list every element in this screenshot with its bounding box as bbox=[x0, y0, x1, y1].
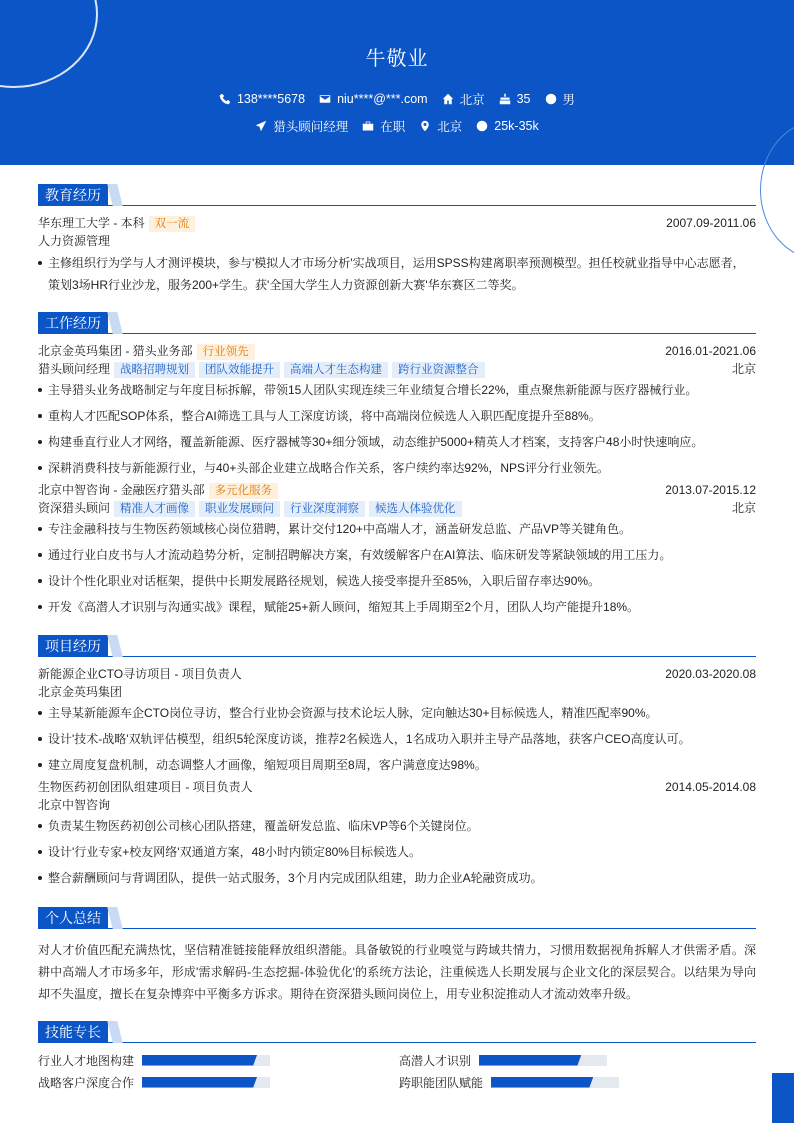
city-item bbox=[442, 90, 485, 108]
skill-bar-fill bbox=[479, 1055, 581, 1066]
work-section bbox=[38, 312, 756, 622]
section-title-tail bbox=[107, 635, 122, 657]
list-item: 主导某新能源车企CTO岗位寻访，整合行业协会资源与技术论坛人脉，定向触达30+目标候选人，精准匹配率90%。 bbox=[38, 702, 756, 724]
education-bullets bbox=[38, 252, 756, 296]
summary-section bbox=[38, 907, 756, 1005]
money-icon bbox=[476, 120, 488, 132]
company-tag: 多元化服务 bbox=[209, 483, 279, 499]
list-item: 建立周度复盘机制，动态调整人才画像，缩短项目周期至8周，客户满意度达98%。 bbox=[38, 754, 756, 776]
project-name-row bbox=[38, 778, 756, 796]
skill-bar-fill bbox=[491, 1077, 593, 1088]
section-title-tail bbox=[107, 184, 122, 206]
list-item: 主修组织行为学与人才测评模块，参与'模拟人才市场分析'实战项目，运用SPSS构建离职率预测模型。担任校就业指导中心志愿者，策划3场HR行业沙龙，服务200+学生。获'全国大学生人力资源创新大赛'华东赛区二等奖。 bbox=[38, 252, 756, 296]
project-entry bbox=[38, 665, 756, 776]
list-item: 设计'技术-战略'双轨评估模型，组织5轮深度访谈，推荐2名候选人，1名成功入职并主导产品落地，获客户CEO高度认可。 bbox=[38, 728, 756, 750]
project-bullets bbox=[38, 702, 756, 776]
section-title-tail bbox=[107, 1021, 122, 1043]
education-row bbox=[38, 214, 756, 232]
job-company: 北京中智咨询 - 金融医疗猎头部 bbox=[38, 483, 205, 497]
list-item: 专注金融科技与生物医药领域核心岗位猎聘，累计交付120+中高端人才，涵盖研发总监、产品VP等关键角色。 bbox=[38, 518, 756, 540]
phone-item bbox=[219, 90, 305, 108]
list-item: 主导猎头业务战略制定与年度目标拆解，带领15人团队实现连续三年业绩复合增长22%，重点聚焦新能源与医疗器械行业。 bbox=[38, 379, 756, 401]
target-job-value: 猎头顾问经理 bbox=[273, 120, 349, 134]
skill-item bbox=[38, 1053, 270, 1067]
location-pin-icon bbox=[419, 120, 431, 132]
list-item: 构建垂直行业人才网络，覆盖新能源、医疗器械等30+细分领域，动态维护5000+精英人才档案，支持客户48小时快速响应。 bbox=[38, 431, 756, 453]
section-header bbox=[38, 907, 756, 929]
section-title: 个人总结 bbox=[38, 907, 108, 929]
list-item: 深耕消费科技与新能源行业，与40+头部企业建立战略合作关系，客户续约率达92%，NPS评分行业领先。 bbox=[38, 457, 756, 479]
home-icon bbox=[442, 93, 454, 105]
skill-tag: 精准人才画像 bbox=[114, 501, 195, 517]
section-title: 工作经历 bbox=[38, 312, 108, 334]
status-item bbox=[362, 117, 405, 135]
job-bullets bbox=[38, 518, 756, 618]
job-location: 北京 bbox=[731, 362, 756, 376]
job-company-row bbox=[38, 342, 756, 360]
job-location: 北京 bbox=[731, 501, 756, 515]
skill-bar-fill bbox=[142, 1055, 257, 1066]
skill-tag: 候选人体验优化 bbox=[369, 501, 462, 517]
job-intent-row bbox=[0, 117, 794, 135]
job-entry bbox=[38, 481, 756, 618]
skill-tag: 职业发展顾问 bbox=[199, 501, 280, 517]
job-role-row bbox=[38, 360, 756, 378]
school-tag: 双一流 bbox=[149, 216, 196, 232]
job-date: 2016.01-2021.06 bbox=[665, 344, 756, 358]
projects-section bbox=[38, 635, 756, 893]
send-icon bbox=[255, 120, 267, 132]
list-item: 设计'行业专家+校友网络'双通道方案，48小时内锁定80%目标候选人。 bbox=[38, 841, 756, 863]
age-item bbox=[499, 90, 531, 108]
resume-header bbox=[0, 0, 794, 165]
skill-bar bbox=[479, 1055, 607, 1066]
project-name-row bbox=[38, 665, 756, 683]
email-value: niu****@***.com bbox=[337, 92, 428, 106]
project-org: 北京金英玛集团 bbox=[38, 685, 123, 699]
section-title: 项目经历 bbox=[38, 635, 108, 657]
salary-value: 25k-35k bbox=[494, 119, 539, 133]
skill-tag: 高端人才生态构建 bbox=[284, 362, 388, 378]
school-name: 华东理工大学 - 本科 bbox=[38, 216, 145, 230]
job-company: 北京金英玛集团 - 猎头业务部 bbox=[38, 344, 193, 358]
section-header bbox=[38, 1021, 756, 1043]
list-item: 设计个性化职业对话框架，提供中长期发展路径规划，候选人接受率提升至85%，入职后留存率达90%。 bbox=[38, 570, 756, 592]
list-item: 通过行业白皮书与人才流动趋势分析，定制招聘解决方案，有效缓解客户在AI算法、临床研发等紧缺领域的用工压力。 bbox=[38, 544, 756, 566]
education-section bbox=[38, 184, 756, 300]
skill-bar bbox=[142, 1055, 270, 1066]
skill-name: 战略客户深度合作 bbox=[38, 1075, 135, 1090]
job-role: 猎头顾问经理 bbox=[38, 362, 111, 376]
cake-icon bbox=[499, 93, 511, 105]
target-job-item bbox=[255, 117, 348, 135]
gender-icon bbox=[545, 93, 557, 105]
project-name: 生物医药初创团队组建项目 - 项目负责人 bbox=[38, 780, 253, 794]
salary-item bbox=[476, 117, 538, 135]
skill-name: 跨职能团队赋能 bbox=[399, 1075, 484, 1090]
education-date: 2007.09-2011.06 bbox=[666, 216, 756, 230]
gender-value: 男 bbox=[562, 93, 576, 107]
skill-item bbox=[399, 1053, 607, 1067]
skill-item bbox=[399, 1075, 619, 1089]
job-bullets bbox=[38, 379, 756, 479]
list-item: 重构人才匹配SOP体系，整合AI筛选工具与人工深度访谈，将中高端岗位候选人入职匹配度提升至88%。 bbox=[38, 405, 756, 427]
job-company-row bbox=[38, 481, 756, 499]
contact-row bbox=[0, 90, 794, 108]
job-role: 资深猎头顾问 bbox=[38, 501, 111, 515]
project-date: 2014.05-2014.08 bbox=[665, 780, 756, 794]
skill-name: 行业人才地图构建 bbox=[38, 1053, 135, 1068]
skill-bar bbox=[491, 1077, 619, 1088]
summary-text: 对人才价值匹配充满热忱，坚信精准链接能释放组织潜能。具备敏锐的行业嗅觉与跨域共情力，习惯用数据视角拆解人才供需矛盾。深耕中高端人才市场多年，形成'需求解码-生态挖掘-体验优化'的系统方法论，注重候选人长期发展与企业文化的深层契合。以结果为导向却不失温度，擅长在复杂博弈中平衡多方诉求。期待在资深猎头顾问岗位上，用专业积淀推动人才流动效率升级。 bbox=[38, 943, 756, 1001]
status-value: 在职 bbox=[380, 120, 406, 134]
job-entry bbox=[38, 342, 756, 479]
list-item: 开发《高潜人才识别与沟通实战》课程，赋能25+新人顾问，缩短其上手周期至2个月，团队人均产能提升18%。 bbox=[38, 596, 756, 618]
skill-bar bbox=[142, 1077, 270, 1088]
city-value: 北京 bbox=[459, 93, 485, 107]
list-item: 整合薪酬顾问与背调团队，提供一站式服务，3个月内完成团队组建，助力企业A轮融资成功。 bbox=[38, 867, 756, 889]
section-header bbox=[38, 184, 756, 206]
project-bullets bbox=[38, 815, 756, 889]
skill-tag: 行业深度洞察 bbox=[284, 501, 365, 517]
job-role-row bbox=[38, 499, 756, 517]
section-title: 教育经历 bbox=[38, 184, 108, 206]
skill-bar-fill bbox=[142, 1077, 257, 1088]
skills-section bbox=[38, 1021, 756, 1043]
list-item: 负责某生物医药初创公司核心团队搭建，覆盖研发总监、临床VP等6个关键岗位。 bbox=[38, 815, 756, 837]
section-title-tail bbox=[107, 312, 122, 334]
section-header bbox=[38, 312, 756, 334]
project-org: 北京中智咨询 bbox=[38, 798, 111, 812]
section-title-tail bbox=[107, 907, 122, 929]
candidate-name: 牛敬业 bbox=[365, 48, 429, 70]
project-name: 新能源企业CTO寻访项目 - 项目负责人 bbox=[38, 667, 242, 681]
skill-tag: 团队效能提升 bbox=[199, 362, 280, 378]
section-title: 技能专长 bbox=[38, 1021, 108, 1043]
skill-item bbox=[38, 1075, 270, 1089]
project-entry bbox=[38, 778, 756, 889]
skill-tag: 战略招聘规划 bbox=[114, 362, 195, 378]
briefcase-icon bbox=[362, 120, 374, 132]
education-major: 人力资源管理 bbox=[38, 234, 111, 248]
decorative-block bbox=[772, 1073, 794, 1123]
target-city-value: 北京 bbox=[437, 120, 463, 134]
phone-icon bbox=[219, 93, 231, 105]
job-date: 2013.07-2015.12 bbox=[665, 483, 756, 497]
gender-item bbox=[545, 90, 576, 108]
project-date: 2020.03-2020.08 bbox=[665, 667, 756, 681]
section-header bbox=[38, 635, 756, 657]
mail-icon bbox=[319, 93, 331, 105]
email-item bbox=[319, 90, 428, 108]
skill-name: 高潜人才识别 bbox=[399, 1053, 472, 1068]
target-city-item bbox=[419, 117, 462, 135]
age-value: 35 bbox=[516, 92, 531, 106]
phone-value: 138****5678 bbox=[236, 92, 306, 106]
company-tag: 行业领先 bbox=[197, 344, 255, 360]
skill-tag: 跨行业资源整合 bbox=[392, 362, 485, 378]
